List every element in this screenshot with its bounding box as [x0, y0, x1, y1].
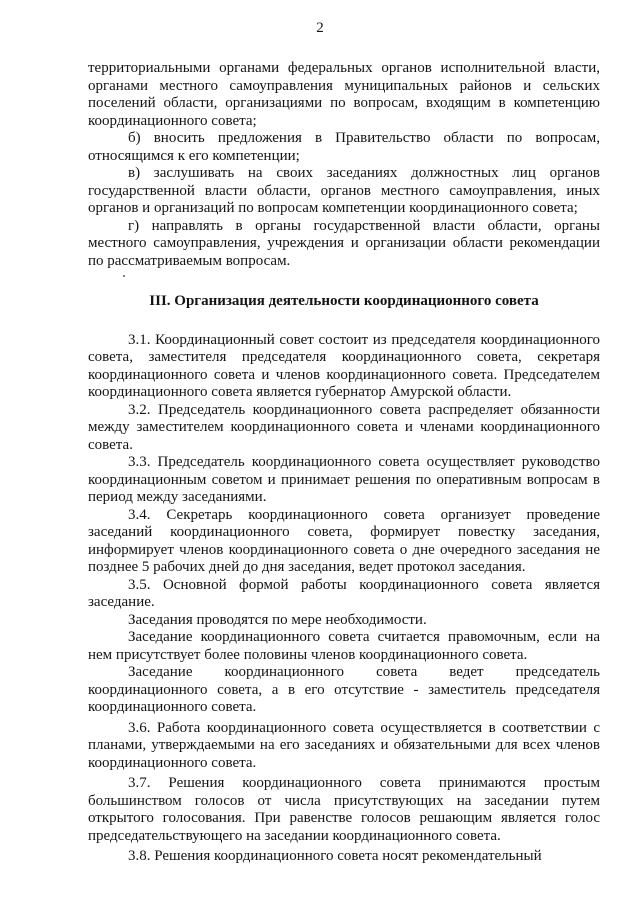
- paragraph-item-v: в) заслушивать на своих заседаниях должностных лиц органов государственной власти области, органов местного самоуправления, иных органов и организаций по вопросам компетенции координационного совета;: [88, 165, 600, 216]
- paragraph-meetings-frequency: Заседания проводятся по мере необходимости.: [128, 611, 427, 628]
- paragraph-3-3: 3.3. Председатель координационного совета осуществляет руководство координационным советом и принимает решения по оперативным вопросам в период между заседаниями.: [88, 454, 600, 505]
- paragraph-3-8: 3.8. Решения координационного совета носят рекомендательный: [128, 848, 542, 864]
- paragraph-3-7: 3.7. Решения координационного совета принимаются простым большинством голосов от числа присутствующих на заседании путем открытого голосования. При равенстве голосов решающим является голос председательствующего на заседании координационного совета.: [88, 775, 600, 844]
- paragraph-continuation: территориальными органами федеральных органов исполнительной власти, органами местного самоуправления муниципальных районов и сельских поселений области, организациями по вопросам, входящим в компетенцию координационного совета;: [88, 60, 600, 129]
- page-number: 2: [316, 20, 324, 36]
- paragraph-quorum: Заседание координационного совета считается правомочным, если на нем присутствует более половины членов координационного совета.: [88, 629, 600, 663]
- paragraph-item-b: б) вносить предложения в Правительство области по вопросам, относящимся к его компетенции;: [88, 130, 600, 164]
- paragraph-item-g: г) направлять в органы государственной власти области, органы местного самоуправления, учреждения и организации области рекомендации по рассматриваемым вопросам.: [88, 217, 600, 269]
- document-body: [88, 60, 600, 866]
- paragraph-3-1: 3.1. Координационный совет состоит из председателя координационного совета, заместителя председателя координационного совета, секретаря координационного совета и членов координационного совета. Председателем координационного совета является губернатор Амурской области.: [88, 331, 600, 400]
- paragraph-3-6: 3.6. Работа координационного совета осуществляется в соответствии с планами, утверждаемыми на его заседаниях и обязательными для всех членов координационного совета.: [88, 719, 600, 771]
- paragraph-3-2: 3.2. Председатель координационного совета распределяет обязанности между заместителем координационного совета и членами координационного совета.: [88, 401, 600, 453]
- paragraph-3-5: 3.5. Основной формой работы координационного совета является заседание.: [88, 576, 600, 610]
- paragraph-3-4: 3.4. Секретарь координационного совета организует проведение заседаний координационного совета, формирует повестку заседания, информирует членов координационного совета о дне очередного заседания не позднее 5 рабочих дней до дня заседания, ведет протокол заседания.: [88, 506, 600, 575]
- section-heading: III. Организация деятельности координационного совета: [149, 293, 539, 309]
- paragraph-chairing: Заседание координационного совета ведет председатель координационного совета, а в его отсутствие - заместитель председателя координационного совета.: [88, 664, 600, 715]
